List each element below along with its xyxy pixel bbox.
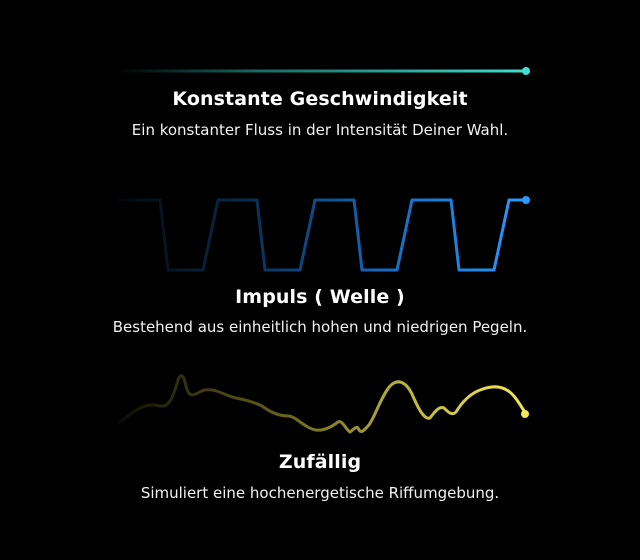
- mode-title: Zufällig: [278, 451, 362, 473]
- constant-endpoint-dot: [522, 67, 530, 75]
- mode-random[interactable]: [0, 350, 640, 560]
- mode-description: Simuliert eine hochenergetische Riffumgebung.: [140, 484, 500, 502]
- square-wave-path: [118, 200, 526, 270]
- random-endpoint-dot: [521, 410, 529, 418]
- mode-description: Ein konstanter Fluss in der Intensität Deiner Wahl.: [131, 121, 509, 139]
- mode-title: Konstante Geschwindigkeit: [172, 88, 468, 110]
- mode-description: Bestehend aus einheitlich hohen und niedrigen Pegeln.: [112, 318, 528, 336]
- random-wave-path: [120, 376, 526, 432]
- mode-constant[interactable]: [0, 0, 640, 150]
- mode-title: Impuls ( Welle ): [235, 286, 405, 308]
- mode-pulse[interactable]: [0, 150, 640, 350]
- pulse-endpoint-dot: [522, 196, 530, 204]
